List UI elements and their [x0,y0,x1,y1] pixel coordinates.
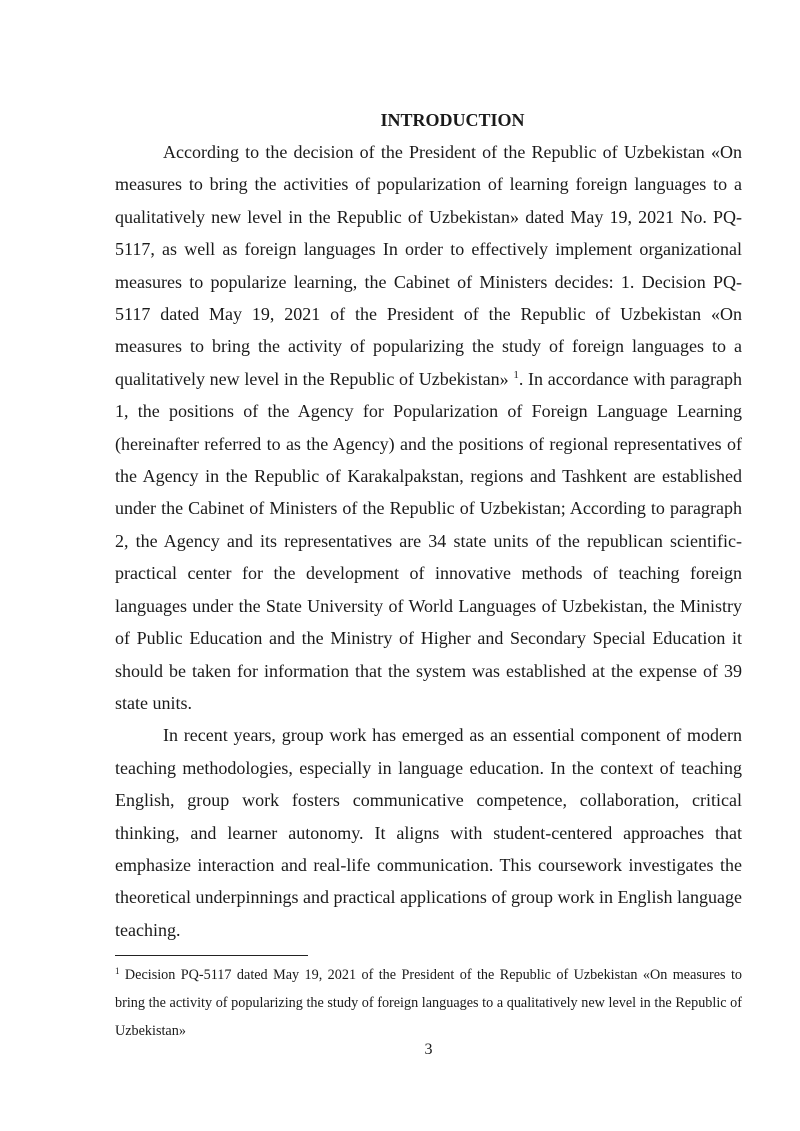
intro-paragraph-1 [115,136,742,719]
page-body [115,106,742,946]
footnote-separator [115,955,308,956]
intro-paragraph-2: In recent years, group work has emerged as an essential component of modern teaching methodologies, especially in language education. In the context of teaching English, group work fosters communicative competence, collaboration, critical thinking, and learner autonomy. It aligns with student-centered approaches that emphasize interaction and real-life communication. This coursework investigates the theoretical underpinnings and practical applications of group work in English language teaching. [115,725,742,940]
footnote-text: Decision PQ-5117 dated May 19, 2021 of the President of the Republic of Uzbekistan «On measures to bring the activity of popularizing the study of foreign languages to a qualitatively new level in the Republic of Uzbekistan» [115,967,742,1039]
footnote-reference[interactable]: 1 [513,368,519,381]
footnote-marker: 1 [115,966,120,976]
paragraph-1-text-b: . In accordance with paragraph 1, the positions of the Agency for Popularization of Foreign Language Learning (hereinafter referred to as the Agency) and the positions of regional representatives of the Agency in the Republic of Karakalpakstan, regions and Tashkent are established under the Cabinet of Ministers of the Republic of Uzbekistan; According to paragraph 2, the Agency and its representatives are 34 state units of the republican scientific-practical center for the development of innovative methods of teaching foreign languages under the State University of World Languages of Uzbekistan, the Ministry of Public Education and the Ministry of Higher and Secondary Special Education it should be taken for information that the system was established at the expense of 39 state units. [115,368,742,713]
page-number: 3 [424,1041,433,1058]
section-heading: INTRODUCTION [380,110,525,130]
footnote [115,961,742,1045]
paragraph-1-text-a: According to the decision of the President of the Republic of Uzbekistan «On measures to bring the activities of popularization of learning foreign languages to a qualitatively new level in the Republic of Uzbekistan» dated May 19, 2021 No. PQ-5117, as well as foreign languages In order to effectively implement organizational measures to popularize learning, the Cabinet of Ministers decides: 1. Decision PQ-5117 dated May 19, 2021 of the President of the Republic of Uzbekistan «On measures to bring the activity of popularizing the study of foreign languages to a qualitatively new level in the Republic of Uzbekistan» [115,142,742,389]
